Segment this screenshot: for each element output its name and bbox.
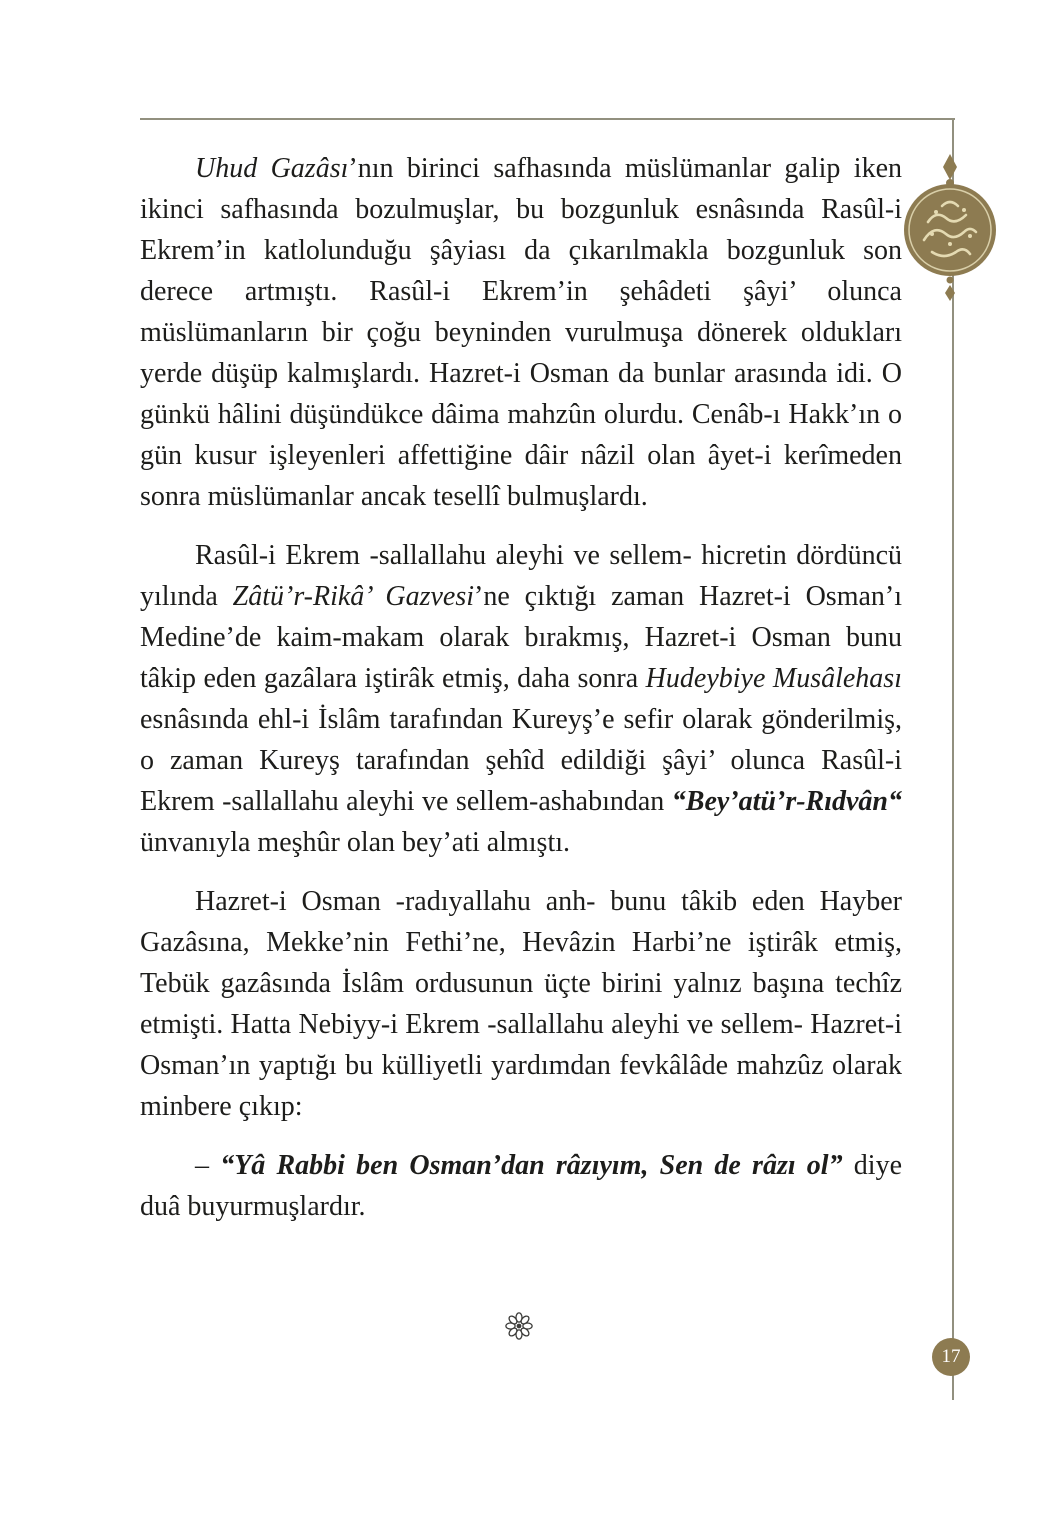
florette-divider-icon <box>505 1312 533 1340</box>
page-number: 17 <box>941 1346 961 1367</box>
text-run: ’nın birinci safhasında müslümanlar galip iken ikinci safhasında bozulmuşlar, bu bozgunluk esnâsında Rasûl-i Ekrem’in katlolunduğu şâyiası da çıkarılmakla bozgunluk son derece artmıştı. Rasûl-i Ekrem’in şehâdeti şâyi’ olunca müslümanların bir çoğu beyninden vurulmuşa dönerek oldukları yerde düşüp kalmışlardı. Hazret-i Osman da bunlar arasında idi. O günkü hâlini düşündükce dâima mahzûn olurdu. Cenâb-ı Hakk’ın o gün kusur işleyenleri affettiğine dâir nâzil olan âyet-i kerîmeden sonra müslümanlar ancak tesellî bulmuşlardı. <box>140 153 902 512</box>
paragraph <box>140 148 902 517</box>
text-run: ünvanıyla meşhûr olan bey’ati almıştı. <box>140 827 571 858</box>
text-run: Hudeybiye Musâlehası <box>645 663 902 694</box>
right-margin-rule <box>952 118 954 1400</box>
text-run: Zâtü’r-Rikâ’ Gazvesi <box>232 581 475 612</box>
paragraph <box>140 535 902 863</box>
text-run: esnâsında ehl-i İslâm tarafından Kureyş’e sefir olarak gönderilmiş, o zaman Kureyş tarafından şehîd edildiği şâyi’ olunca Rasûl-i Ekrem -sallallahu aleyhi ve sellem-ashabından <box>140 704 902 817</box>
page-number-badge <box>932 1338 970 1376</box>
text-run: – <box>195 1150 221 1181</box>
paragraph <box>140 1145 902 1227</box>
paragraph <box>140 881 902 1127</box>
top-rule <box>140 118 955 120</box>
text-run: ’ne çıktığı zaman Hazret-i Osman’ı Medine’de kaim-makam olarak bırakmış, Hazret-i Osman bunu tâkip eden gazâlara iştirâk etmiş, daha sonra <box>140 581 903 694</box>
page-body-text <box>140 148 902 1227</box>
text-run: diye duâ buyurmuşlardır. <box>140 1150 902 1222</box>
text-run: Rasûl-i Ekrem -sallallahu aleyhi ve sellem- hicretin dördüncü yılında <box>140 540 902 612</box>
text-run: Uhud Gazâsı <box>195 153 349 184</box>
calligraphy-medallion-icon <box>902 152 998 302</box>
text-run: Hazret-i Osman -radıyallahu anh- bunu tâkib eden Hayber Gazâsına, Mekke’nin Fethi’ne, Hevâzin Harbi’ne iştirâk etmiş, Tebük gazâsında İslâm ordusunun üçte birini yalnız başına techîz etmişti. Hatta Nebiyy-i Ekrem -sallallahu aleyhi ve sellem- Hazret-i Osman’ın yaptığı bu külliyetli yardımdan fevkâlâde mahzûz olarak minbere çıkıp: <box>140 886 902 1122</box>
text-run: “Yâ Rabbi ben Osman’dan râzıyım, Sen de râzı ol” <box>220 1150 843 1181</box>
text-run: “Bey’atü’r-Rıdvân“ <box>671 786 902 817</box>
